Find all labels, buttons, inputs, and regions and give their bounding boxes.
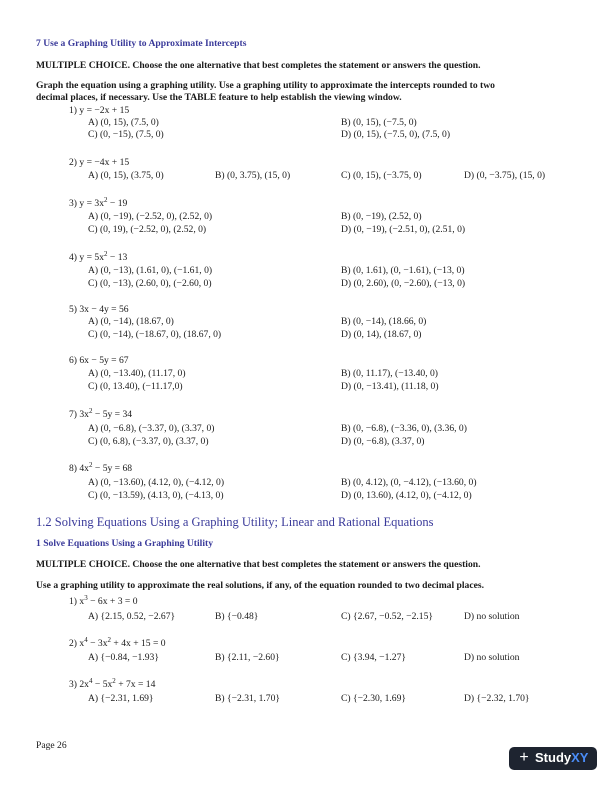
- r2-option-c[interactable]: C) {3.94, −1.27}: [341, 652, 406, 663]
- q3-option-d[interactable]: D) (0, −19), (−2.51, 0), (2.51, 0): [341, 224, 466, 235]
- q1-option-a[interactable]: A) (0, 15), (7.5, 0): [88, 117, 159, 128]
- chapter-heading: 1.2 Solving Equations Using a Graphing Utility; Linear and Rational Equations: [36, 515, 434, 529]
- r2-option-d[interactable]: D) no solution: [464, 652, 520, 663]
- q1-option-b[interactable]: B) (0, 15), (−7.5, 0): [341, 117, 417, 128]
- question-4: 4) $y = 5x^2 - 13$: [69, 250, 128, 263]
- r1-option-a[interactable]: A) {2.15, 0.52, −2.67}: [88, 611, 176, 622]
- r1-option-d[interactable]: D) no solution: [464, 611, 520, 622]
- q8-option-c[interactable]: C) (0, −13.59), (4.13, 0), (−4.13, 0): [88, 490, 224, 501]
- r3-option-b[interactable]: B) {−2.31, 1.70}: [215, 693, 280, 704]
- q7-option-d[interactable]: D) (0, −6.8), (3.37, 0): [341, 436, 425, 447]
- q5-option-a[interactable]: A) (0, −14), (18.67, 0): [88, 316, 174, 327]
- question-7: 7) $3x^2 - 5y = 34$: [69, 407, 133, 420]
- solve-instructions: Use a graphing utility to approximate the real solutions, if any, of the equation rounded to two decimal places.: [36, 580, 484, 591]
- solve-question-3: 3) $2x^4 - 5x^2 + 7x = 14$: [69, 677, 156, 690]
- q5-option-d[interactable]: D) (0, 14), (18.67, 0): [341, 329, 422, 340]
- graph-instructions-line1: Graph the equation using a graphing utility. Use a graphing utility to approximate the intercepts rounded to two: [36, 80, 495, 91]
- instructions-2: MULTIPLE CHOICE. Choose the one alternative that best completes the statement or answers the question.: [36, 559, 481, 570]
- q6-option-d[interactable]: D) (0, −13.41), (11.18, 0): [341, 381, 439, 392]
- q2-option-a[interactable]: A) (0, 15), (3.75, 0): [88, 170, 164, 181]
- r1-option-b[interactable]: B) {−0.48}: [215, 611, 259, 622]
- r3-option-d[interactable]: D) {−2.32, 1.70}: [464, 693, 530, 704]
- q2-option-c[interactable]: C) (0, 15), (−3.75, 0): [341, 170, 422, 181]
- question-8: 8) $4x^2 - 5y = 68$: [69, 461, 133, 474]
- section-heading: 7 Use a Graphing Utility to Approximate Intercepts: [36, 38, 247, 49]
- plus-icon: +: [519, 749, 529, 767]
- q8-option-d[interactable]: D) (0, 13.60), (4.12, 0), (−4.12, 0): [341, 490, 472, 501]
- q3-option-c[interactable]: C) (0, 19), (−2.52, 0), (2.52, 0): [88, 224, 207, 235]
- r3-option-a[interactable]: A) {−2.31, 1.69}: [88, 693, 154, 704]
- q6-option-a[interactable]: A) (0, −13.40), (11.17, 0): [88, 368, 186, 379]
- q5-option-c[interactable]: C) (0, −14), (−18.67, 0), (18.67, 0): [88, 329, 222, 340]
- q7-option-b[interactable]: B) (0, −6.8), (−3.36, 0), (3.36, 0): [341, 423, 467, 434]
- q6-option-c[interactable]: C) (0, 13.40), (−11.17,0): [88, 381, 183, 392]
- graph-instructions-line2: decimal places, if necessary. Use the TABLE feature to help establish the viewing window.: [36, 92, 402, 103]
- q6-option-b[interactable]: B) (0, 11.17), (−13.40, 0): [341, 368, 438, 379]
- q2-option-d[interactable]: D) (0, −3.75), (15, 0): [464, 170, 546, 181]
- page-number: Page 26: [36, 740, 67, 751]
- q3-option-b[interactable]: B) (0, −19), (2.52, 0): [341, 211, 422, 222]
- question-1: 1) y = −2x + 15: [69, 105, 130, 116]
- q2-option-b[interactable]: B) (0, 3.75), (15, 0): [215, 170, 291, 181]
- q1-option-d[interactable]: D) (0, 15), (−7.5, 0), (7.5, 0): [341, 129, 451, 140]
- question-5: 5) 3x − 4y = 56: [69, 304, 129, 315]
- q8-option-a[interactable]: A) (0, −13.60), (4.12, 0), (−4.12, 0): [88, 477, 225, 488]
- brand-name: Study: [535, 750, 572, 766]
- q1-option-c[interactable]: C) (0, −15), (7.5, 0): [88, 129, 164, 140]
- studyxy-badge[interactable]: [509, 747, 597, 770]
- r2-option-a[interactable]: A) {−0.84, −1.93}: [88, 652, 159, 663]
- question-2: 2) y = −4x + 15: [69, 157, 130, 168]
- q7-option-a[interactable]: A) (0, −6.8), (−3.37, 0), (3.37, 0): [88, 423, 215, 434]
- brand-xy: XY: [571, 750, 589, 766]
- q3-option-a[interactable]: A) (0, −19), (−2.52, 0), (2.52, 0): [88, 211, 213, 222]
- q8-option-b[interactable]: B) (0, 4.12), (0, −4.12), (−13.60, 0): [341, 477, 477, 488]
- solve-question-2: 2) $x^4 - 3x^2 + 4x + 15 = 0$: [69, 636, 166, 649]
- r3-option-c[interactable]: C) {−2.30, 1.69}: [341, 693, 406, 704]
- q4-option-a[interactable]: A) (0, −13), (1.61, 0), (−1.61, 0): [88, 265, 213, 276]
- q4-option-b[interactable]: B) (0, 1.61), (0, −1.61), (−13, 0): [341, 265, 465, 276]
- r2-option-b[interactable]: B) {2.11, −2.60}: [215, 652, 280, 663]
- q4-option-d[interactable]: D) (0, 2.60), (0, −2.60), (−13, 0): [341, 278, 466, 289]
- section-heading-2: 1 Solve Equations Using a Graphing Utility: [36, 538, 213, 549]
- q5-option-b[interactable]: B) (0, −14), (18.66, 0): [341, 316, 427, 327]
- question-3: 3) $y = 3x^2 - 19$: [69, 196, 128, 209]
- q7-option-c[interactable]: C) (0, 6.8), (−3.37, 0), (3.37, 0): [88, 436, 209, 447]
- q4-option-c[interactable]: C) (0, −13), (2.60, 0), (−2.60, 0): [88, 278, 212, 289]
- instructions: MULTIPLE CHOICE. Choose the one alternative that best completes the statement or answers the question.: [36, 60, 481, 71]
- question-6: 6) 6x − 5y = 67: [69, 355, 129, 366]
- r1-option-c[interactable]: C) {2.67, −0.52, −2.15}: [341, 611, 433, 622]
- solve-question-1: 1) $x^3 - 6x + 3 = 0$: [69, 594, 138, 607]
